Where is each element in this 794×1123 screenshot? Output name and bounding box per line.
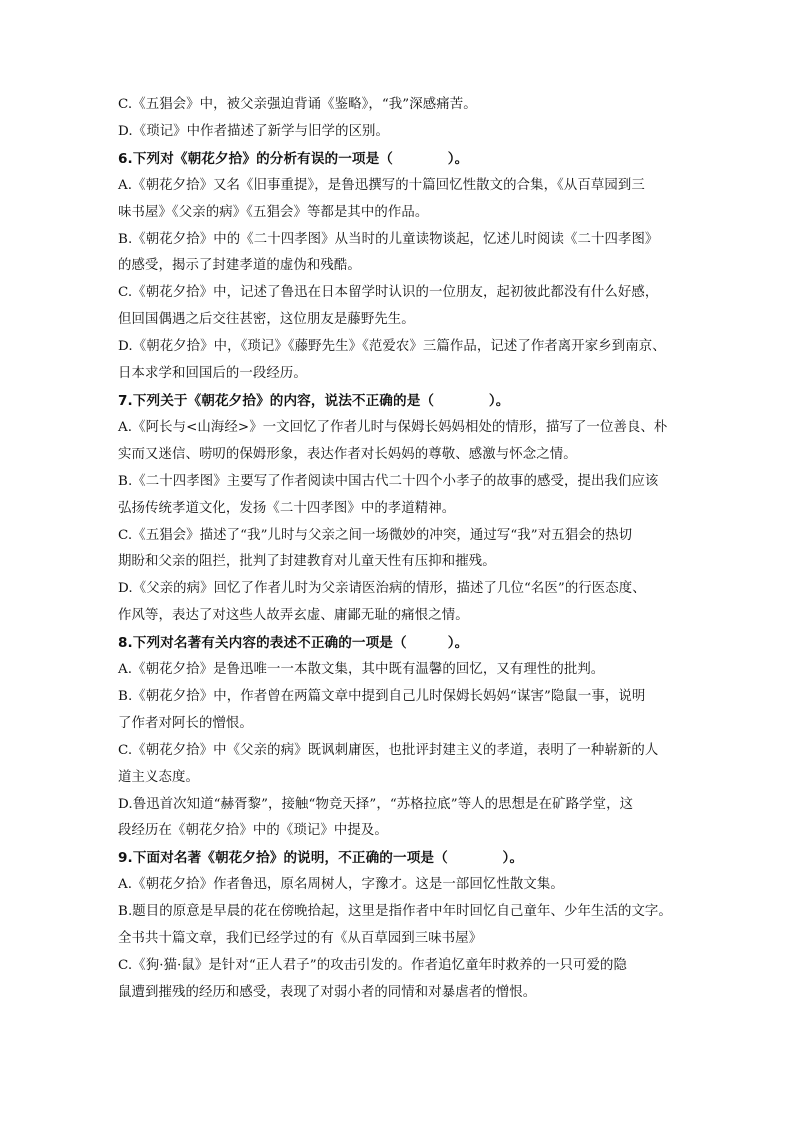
option-text: D.《琐记》中作者描述了新学与旧学的区别。	[118, 123, 390, 139]
question-stem: 6.下列对《朝花夕拾》的分析有误的一项是（ ）。	[118, 150, 469, 167]
option-text: B.《朝花夕拾》中的《二十四孝图》从当时的儿童读物谈起，忆述儿时阅读《二十四孝图》	[118, 231, 659, 247]
option-text: 作风等，表达了对这些人故弄玄虚、庸鄙无耻的痛恨之情。	[118, 608, 469, 624]
option-text: 日本求学和回国后的一段经历。	[118, 366, 307, 382]
option-text: A.《朝花夕拾》作者鲁迅，原名周树人，字豫才。这是一部回忆性散文集。	[118, 877, 564, 893]
option-text: 实而又迷信、唠叨的保姆形象，表达作者对长妈妈的尊敬、感激与怀念之情。	[118, 446, 577, 462]
question-stem: 9.下面对名著《朝花夕拾》的说明，不正确的一项是（ ）。	[118, 850, 524, 867]
option-text: D.《父亲的病》回忆了作者儿时为父亲请医治病的情形，描述了几位“名医”的行医态度、	[118, 581, 646, 597]
option-text: 弘扬传统孝道文化，发扬《二十四孝图》中的孝道精神。	[118, 500, 456, 516]
option-text: C.《五猖会》描述了“我”儿时与父亲之间一场微妙的冲突，通过写“我”对五猖会的热切	[118, 527, 633, 543]
option-text: 的感受，揭示了封建孝道的虚伪和残酷。	[118, 258, 361, 274]
option-text: 期盼和父亲的阻拦，批判了封建教育对儿童天性有压抑和摧残。	[118, 554, 496, 570]
option-text: 了作者对阿长的憎恨。	[118, 715, 253, 731]
option-text: A.《朝花夕拾》又名《旧事重提》，是鲁迅撰写的十篇回忆性散文的合集，《从百草园到三	[118, 177, 645, 193]
question-stem: 7.下列关于《朝花夕拾》的内容，说法不正确的是（ ）。	[118, 392, 510, 409]
option-text: 味书屋》《父亲的病》《五猖会》等都是其中的作品。	[118, 204, 429, 220]
question-stem: 8.下列对名著有关内容的表述不正确的一项是（ ）。	[118, 635, 469, 652]
option-text: 但回国偶遇之后交往甚密，这位朋友是藤野先生。	[118, 312, 415, 328]
option-text: B.《朝花夕拾》中，作者曾在两篇文章中提到自己儿时保姆长妈妈“谋害”隐鼠一事，说明	[118, 688, 646, 704]
option-text: B.题目的原意是早晨的花在傍晚拾起，这里是指作者中年时回忆自己童年、少年生活的文字。	[118, 904, 672, 920]
option-text: 鼠遭到摧残的经历和感受，表现了对弱小者的同情和对暴虐者的憎恨。	[118, 984, 537, 1000]
option-text: A.《阿长与<山海经>》一文回忆了作者儿时与保姆长妈妈相处的情形，描写了一位善良、朴	[118, 419, 668, 435]
document-page	[118, 92, 678, 1007]
option-text: 段经历在《朝花夕拾》中的《琐记》中提及。	[118, 823, 388, 839]
option-text: D.鲁迅首次知道“赫胥黎”，接触“物竞天择”，“苏格拉底”等人的思想是在矿路学堂，这	[118, 796, 634, 812]
option-text: 全书共十篇文章，我们已经学过的有《从百草园到三味书屋》	[118, 931, 483, 947]
option-text: 道主义态度。	[118, 769, 199, 785]
option-text: D.《朝花夕拾》中，《琐记》《藤野先生》《范爱农》三篇作品，记述了作者离开家乡到南京、	[118, 339, 666, 355]
option-text: C.《朝花夕拾》中《父亲的病》既讽刺庸医，也批评封建主义的孝道，表明了一种崭新的人	[118, 742, 659, 758]
option-text: C.《朝花夕拾》中，记述了鲁迅在日本留学时认识的一位朋友，起初彼此都没有什么好感，	[118, 285, 659, 301]
option-text: C.《狗·猫·鼠》是针对“正人君子”的攻击引发的。作者追忆童年时救养的一只可爱的隐	[118, 958, 627, 973]
option-text: B.《二十四孝图》主要写了作者阅读中国古代二十四个小孝子的故事的感受，提出我们应该	[118, 473, 659, 489]
option-text: C.《五猖会》中，被父亲强迫背诵《鉴略》，“我”深感痛苦。	[118, 97, 477, 112]
option-text: A.《朝花夕拾》是鲁迅唯一一本散文集，其中既有温馨的回忆，又有理性的批判。	[118, 662, 605, 678]
